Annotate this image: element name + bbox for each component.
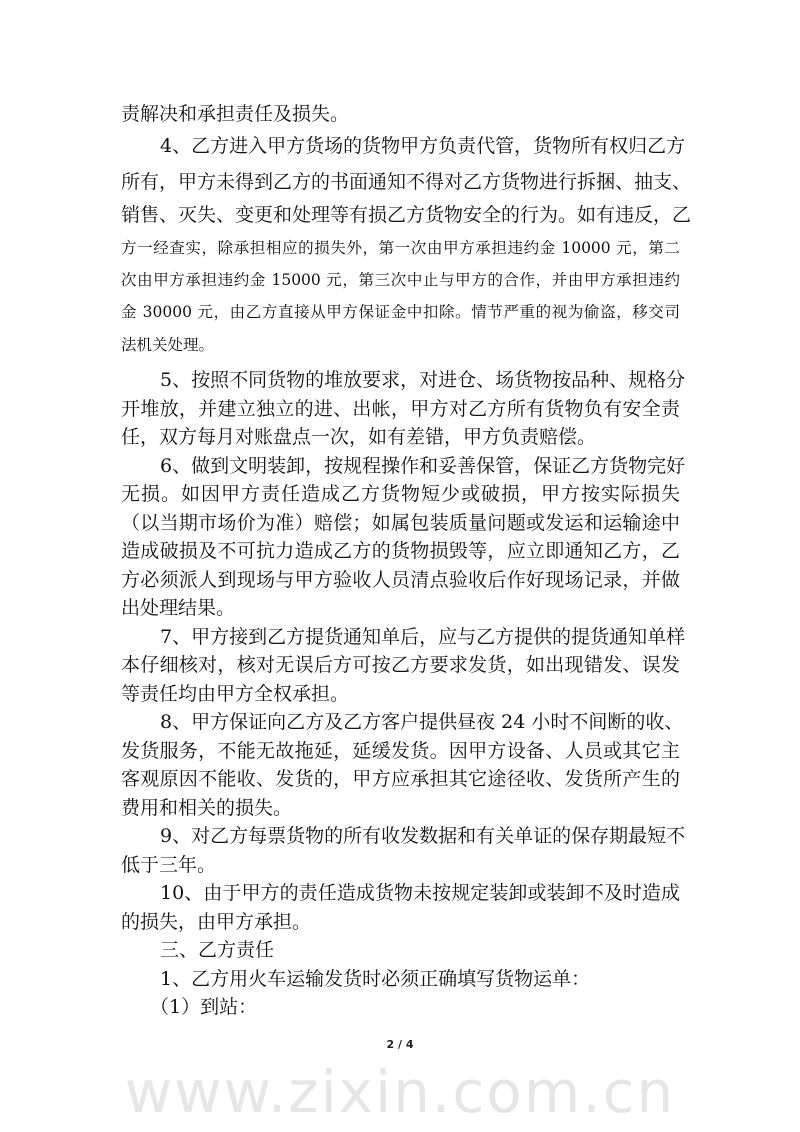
text-line: 无损。如因甲方责任造成乙方货物短少或破损，甲方按实际损失 — [121, 483, 680, 505]
text-line: 造成破损及不可抗力造成乙方的货物损毁等，应立即通知乙方，乙 — [121, 540, 680, 562]
text-line: 等责任均由甲方全权承担。 — [121, 683, 350, 705]
text-line: 低于三年。 — [121, 854, 217, 876]
text-line: 费用和相关的损失。 — [121, 797, 293, 819]
text-line: 三、乙方责任 — [160, 939, 275, 961]
text-line: 次由甲方承担违约金 15000 元，第三次中止与甲方的合作，并由甲方承担违约 — [121, 271, 680, 289]
text-line: 责解决和承担责任及损失。 — [121, 103, 350, 125]
text-line: 销售、灭失、变更和处理等有损乙方货物安全的行为。如有违反，乙 — [121, 204, 692, 226]
text-line: 所有，甲方未得到乙方的书面通知不得对乙方货物进行拆捆、抽支、 — [121, 171, 692, 193]
text-line: （以当期市场价为准）赔偿；如属包装质量问题或发运和运输途中 — [121, 512, 680, 534]
text-line: 4、乙方进入甲方货场的货物甲方负责代管，货物所有权归乙方 — [160, 135, 686, 157]
text-line: 本仔细核对，核对无误后方可按乙方要求发货，如出现错发、误发 — [121, 654, 680, 676]
text-line: 出处理结果。 — [121, 597, 236, 619]
text-line: 7、甲方接到乙方提货通知单后，应与乙方提供的提货通知单样 — [160, 626, 686, 648]
text-line: 8、甲方保证向乙方及乙方客户提供昼夜 24 小时不间断的收、 — [160, 711, 684, 733]
text-line: （1）到站： — [150, 996, 258, 1018]
text-line: 方一经查实，除承担相应的损失外，第一次由甲方承担违约金 10000 元，第二 — [121, 239, 680, 257]
text-line: 发货服务，不能无故拖延，延缓发货。因甲方设备、人员或其它主 — [121, 740, 680, 762]
text-line: 9、对乙方每票货物的所有收发数据和有关单证的保存期最短不 — [160, 825, 686, 847]
watermark: www.zixin.com.cn — [124, 1058, 676, 1126]
text-line: 的损失，由甲方承担。 — [121, 911, 312, 933]
text-line: 客观原因不能收、发货的，甲方应承担其它途径收、发货所产生的 — [121, 768, 680, 790]
page-number: 2 / 4 — [386, 1038, 414, 1051]
text-line: 任，双方每月对账盘点一次，如有差错，甲方负责赔偿。 — [121, 426, 597, 448]
text-line: 开堆放，并建立独立的进、出帐，甲方对乙方所有货物负有安全责 — [121, 398, 680, 420]
text-line: 10、由于甲方的责任造成货物未按规定装卸或装卸不及时造成 — [160, 882, 680, 904]
text-line: 6、做到文明装卸，按规程操作和妥善保管，保证乙方货物完好 — [160, 455, 686, 477]
text-line: 5、按照不同货物的堆放要求，对进仓、场货物按品种、规格分 — [160, 369, 686, 391]
text-line: 法机关处理。 — [121, 336, 215, 354]
text-line: 1、乙方用火车运输发货时必须正确填写货物运单： — [160, 968, 591, 990]
text-line: 金 30000 元，由乙方直接从甲方保证金中扣除。情节严重的视为偷盗，移交司 — [121, 303, 680, 321]
text-line: 方必须派人到现场与甲方验收人员清点验收后作好现场记录，并做 — [121, 569, 680, 591]
